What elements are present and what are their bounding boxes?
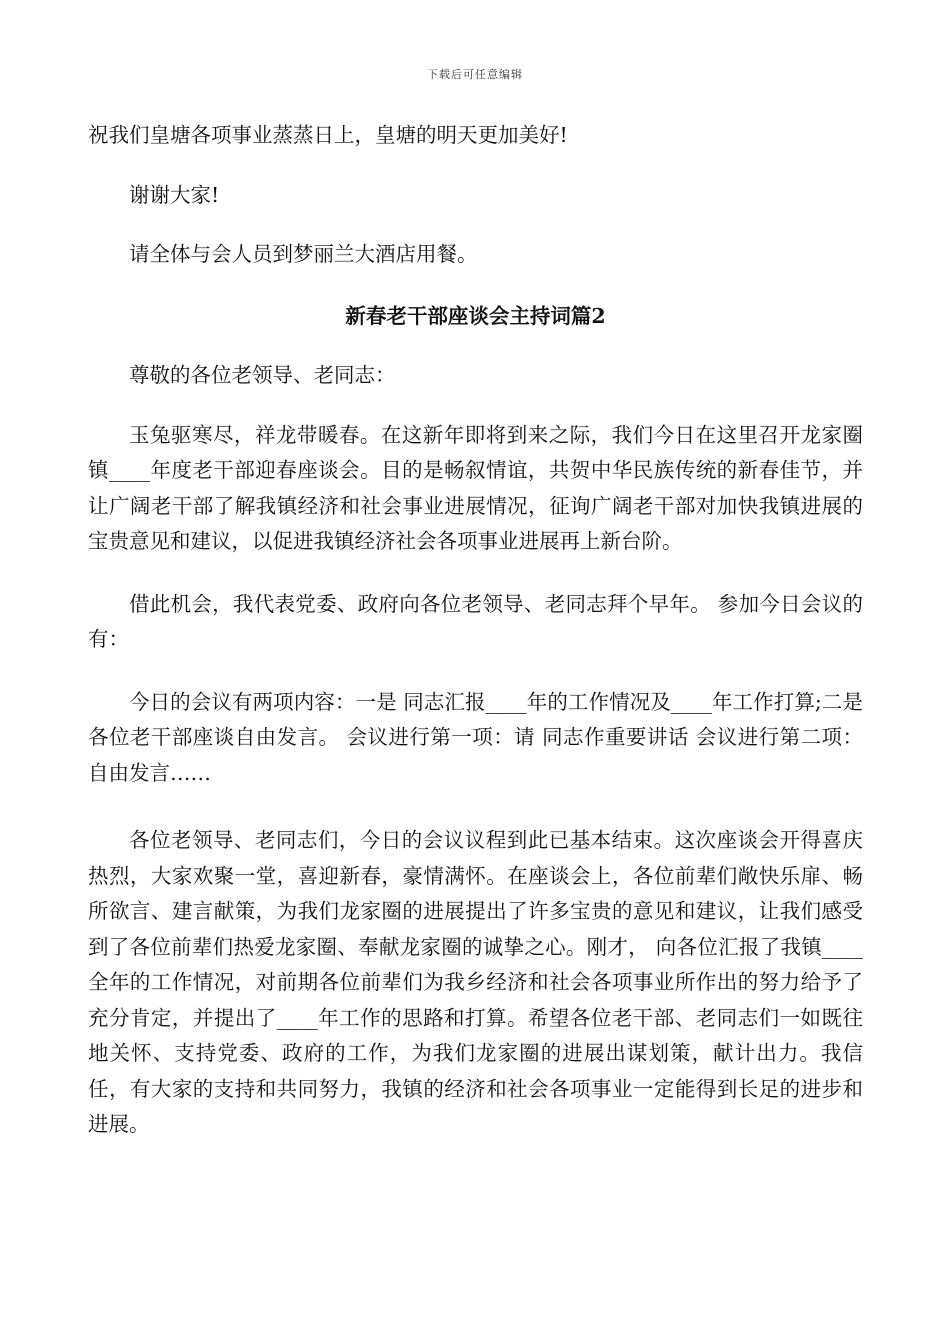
page-header: 下载后可任意编辑 — [427, 68, 523, 81]
paragraph-conclusion: 各位老领导、老同志们，今日的会议议程到此已基本结束。这次座谈会开得喜庆热烈，大家欢聚一堂，喜迎新春，豪情满怀。在座谈会上，各位前辈们敞快乐扉、畅所欲言、建言献策，为我们龙家圈的进展提出了许多宝贵的意见和建议，让我们感受到了各位前辈们热爱龙家圈、奉献龙家圈的诚挚之心。刚才， 向各位汇报了我镇____全年的工作情况，对前期各位前辈们为我乡经济和社会各项事业所作出的努力给予了充分肯定，并提出了____年工作的思路和打算。希望各位老干部、老同志们一如既往地关怀、支持党委、政府的工作，为我们龙家圈的进展出谋划策，献计出力。我信任，有大家的支持和共同努力，我镇的经济和社会各项事业一定能得到长足的进步和进展。 — [88, 828, 863, 1136]
document-body — [88, 118, 863, 1143]
paragraph-greetings: 借此机会，我代表党委、政府向各位老领导、老同志拜个早年。 参加今日会议的有： — [88, 591, 863, 651]
paragraph-agenda: 今日的会议有两项内容：一是 同志汇报____年的工作情况及____年工作打算;二是各位老干部座谈自由发言。 会议进行第一项：请 同志作重要讲话 会议进行第二项：自由发言…… — [88, 689, 863, 785]
paragraph-opening: 玉兔驱寒尽，祥龙带暖春。在这新年即将到来之际，我们今日在这里召开龙家圈镇____年度老干部迎春座谈会。目的是畅叙情谊，共贺中华民族传统的新春佳节，并让广阔老干部了解我镇经济和社会事业进展情况，征询广阔老干部对加快我镇进展的宝贵意见和建议，以促进我镇经济社会各项事业进展再上新台阶。 — [88, 422, 863, 553]
paragraph-closing-wish: 祝我们皇塘各项事业蒸蒸日上，皇塘的明天更加美好! — [88, 123, 568, 147]
paragraph-thanks: 谢谢大家! — [129, 182, 220, 207]
paragraph-dinner-notice: 请全体与会人员到梦丽兰大酒店用餐。 — [129, 242, 478, 266]
section-title: 新春老干部座谈会主持词篇2 — [345, 303, 606, 328]
paragraph-salutation: 尊敬的各位老领导、老同志： — [129, 363, 396, 387]
